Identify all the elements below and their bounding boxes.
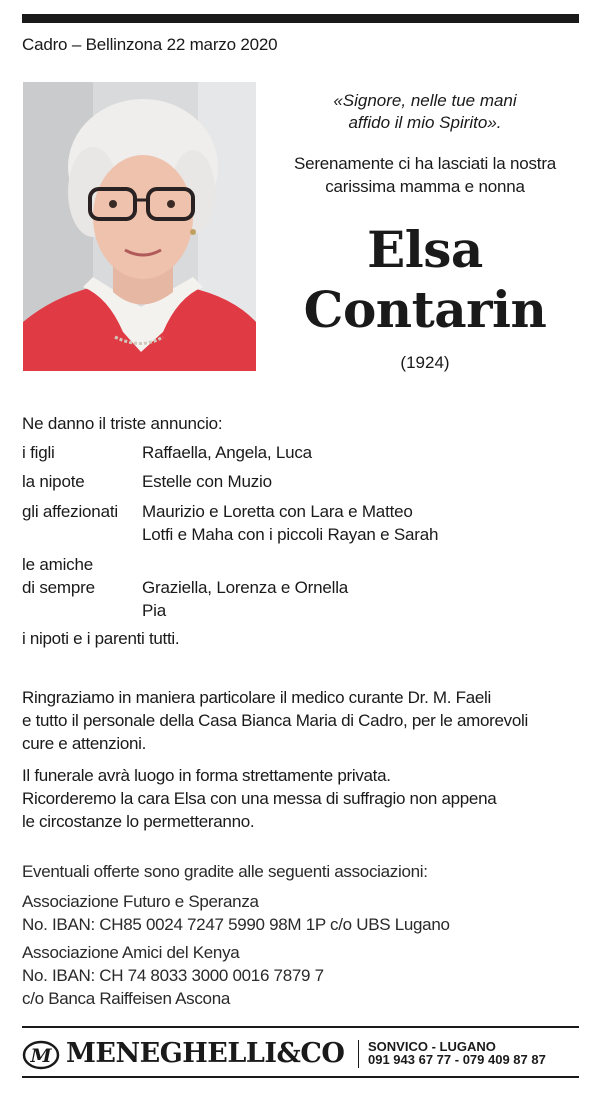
closing-line: i nipoti e i parenti tutti. [22,629,180,648]
intro-line: Serenamente ci ha lasciati la nostra [293,154,557,173]
association-line: c/o Banca Raiffeisen Ascona [22,989,231,1008]
thanks-line: cure e attenzioni. [22,734,147,753]
association-block [22,890,582,936]
relation-label [22,553,142,599]
intro-text [280,152,570,198]
funeral-home-logo-icon [22,1040,60,1070]
footer-rule-top [22,1026,579,1028]
relation-label: i figli [22,443,55,462]
association-line: Associazione Amici del Kenya [22,943,240,962]
thanks-paragraph [22,686,582,755]
portrait-photo [23,82,256,371]
funeral-home-name: MENEGHELLI&CO [66,1038,345,1069]
relation-names [142,576,582,622]
donations-heading: Eventuali offerte sono gradite alle seguenti associazioni: [22,862,428,881]
relation-line: le amiche [22,555,93,574]
name-line: Estelle con Muzio [142,472,272,491]
footer-rule-bottom [22,1076,579,1078]
place-date: Cadro – Bellinzona 22 marzo 2020 [22,35,278,54]
logo-monogram: M [30,1045,52,1067]
relation-names [142,470,582,493]
funeral-paragraph [22,764,582,833]
name-line: Maurizio e Loretta con Lara e Matteo [142,502,413,521]
birth-year: (1924) [400,353,450,372]
association-block [22,941,582,1010]
funeral-home-phones: 091 943 67 77 - 079 409 87 87 [368,1052,546,1067]
thanks-line: e tutto il personale della Casa Bianca Maria di Cadro, per le amorevoli [22,711,528,730]
name-line: Graziella, Lorenza e Ornella [142,578,349,597]
funeral-home-location: SONVICO - LUGANO [368,1039,496,1054]
thanks-line: Ringraziamo in maniera particolare il medico curante Dr. M. Faeli [22,688,491,707]
announcement-heading: Ne danno il triste annuncio: [22,414,223,433]
name-line: Lotfi e Maha con i piccoli Rayan e Sarah [142,525,439,544]
quote-line: affido il mio Spirito». [348,113,502,132]
relation-line: di sempre [22,578,95,597]
relation-label: gli affezionati [22,502,118,521]
top-rule [22,14,579,23]
name-line: Pia [142,601,166,620]
deceased-name [290,220,560,340]
funeral-line: Il funerale avrà luogo in forma strettamente privata. [22,766,391,785]
relation-names [142,441,582,464]
association-line: No. IBAN: CH85 0024 7247 5990 98M 1P c/o UBS Lugano [22,915,450,934]
association-line: Associazione Futuro e Speranza [22,892,259,911]
relation-names [142,500,582,546]
quote-line: «Signore, nelle tue mani [333,91,517,110]
relation-label: la nipote [22,472,85,491]
footer-separator [358,1040,359,1068]
name-line: Raffaella, Angela, Luca [142,443,312,462]
intro-line: carissima mamma e nonna [325,177,525,196]
first-name: Elsa [367,220,483,279]
association-line: No. IBAN: CH 74 8033 3000 0016 7879 7 [22,966,324,985]
epitaph-quote [300,90,550,134]
funeral-line: Ricorderemo la cara Elsa con una messa di suffragio non appena [22,789,497,808]
last-name: Contarin [303,280,547,339]
funeral-line: le circostanze lo permetteranno. [22,812,255,831]
